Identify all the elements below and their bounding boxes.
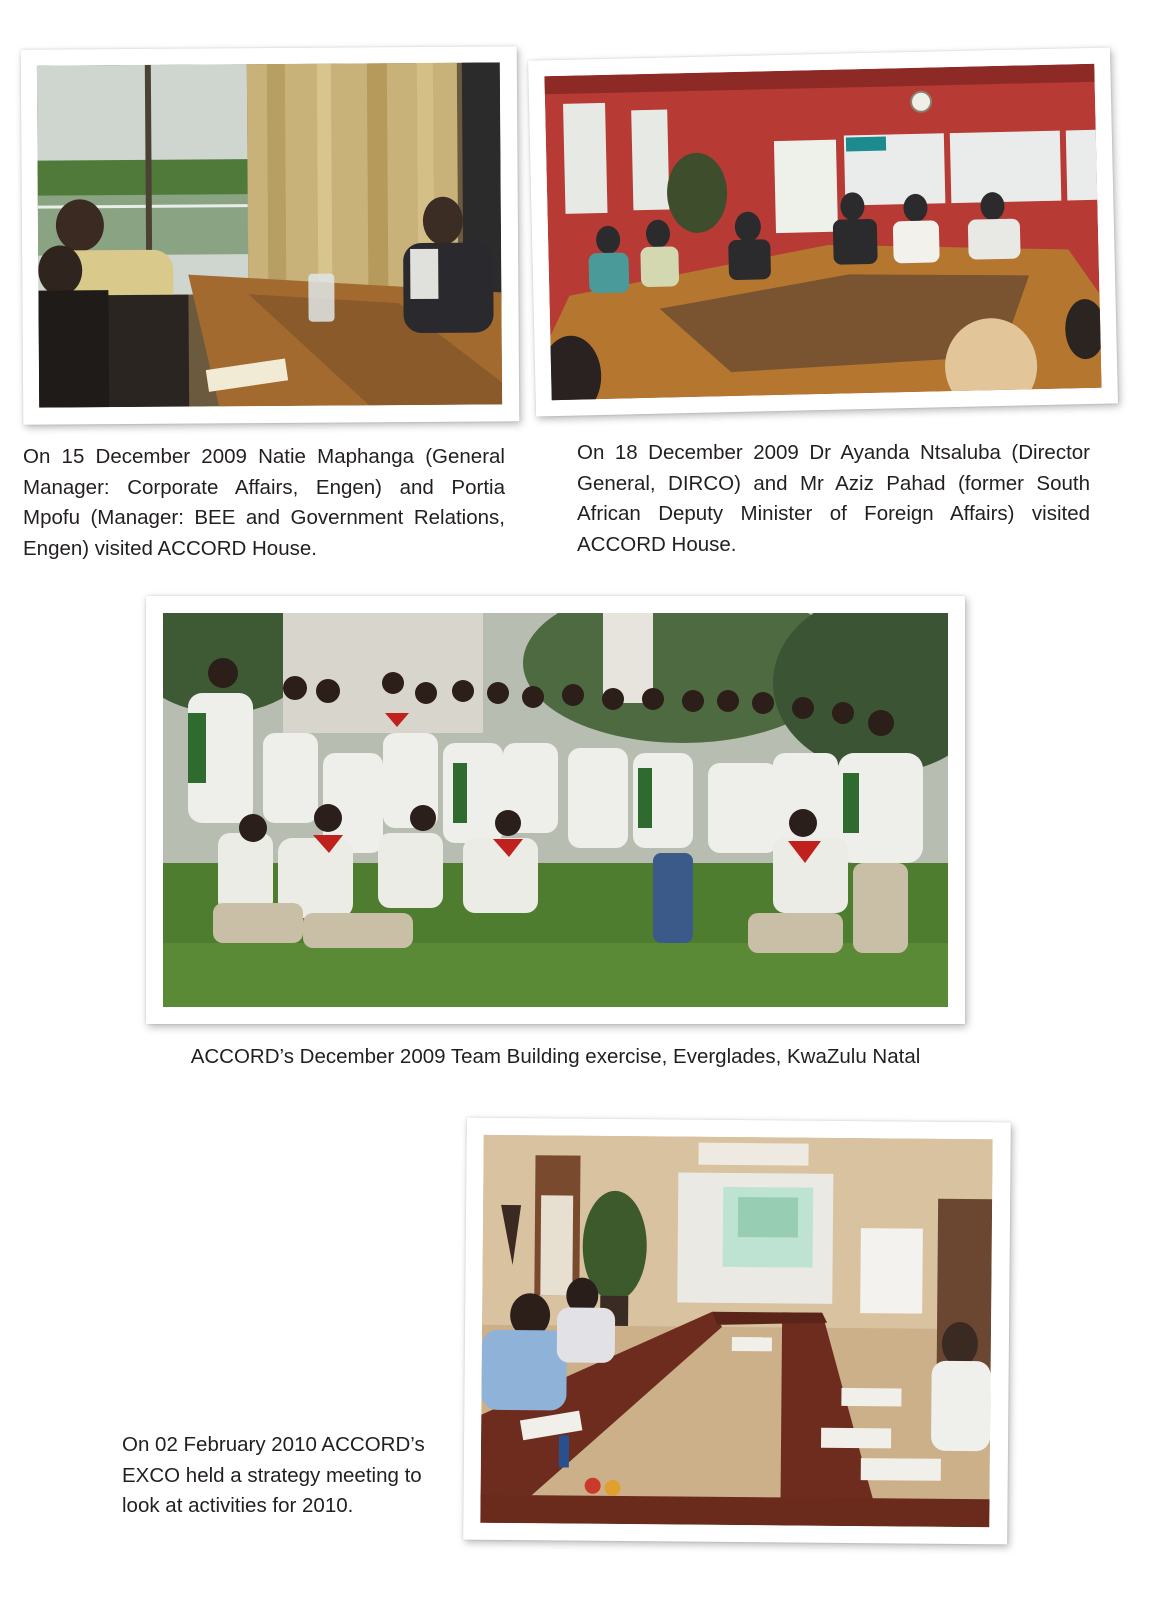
exco-meeting-caption: On 02 February 2010 ACCORD’s EXCO held a strategy meeting to look at activities for 2010.	[122, 1433, 425, 1517]
engen-visit-caption: On 15 December 2009 Natie Maphanga (General Manager: Corporate Affairs, Engen) and Portia Mpofu (Manager: BEE and Government Relations, Engen) visited ACCORD House.	[23, 445, 505, 560]
team-building-caption: ACCORD’s December 2009 Team Building exercise, Everglades, KwaZulu Natal	[190, 1045, 921, 1068]
photo-frame-engen	[21, 46, 520, 424]
dirco-visit-photo	[544, 64, 1101, 400]
dirco-visit-caption: On 18 December 2009 Dr Ayanda Ntsaluba (Director General, DIRCO) and Mr Aziz Pahad (former South African Deputy Minister of Foreign Affairs) visited ACCORD House.	[577, 441, 1090, 556]
photo-frame-dirco	[528, 47, 1118, 416]
photo-frame-team-building	[146, 596, 965, 1024]
team-building-photo	[163, 613, 948, 1007]
exco-meeting-photo	[480, 1135, 992, 1527]
engen-visit-photo	[37, 62, 502, 407]
photo-frame-exco	[463, 1118, 1011, 1545]
